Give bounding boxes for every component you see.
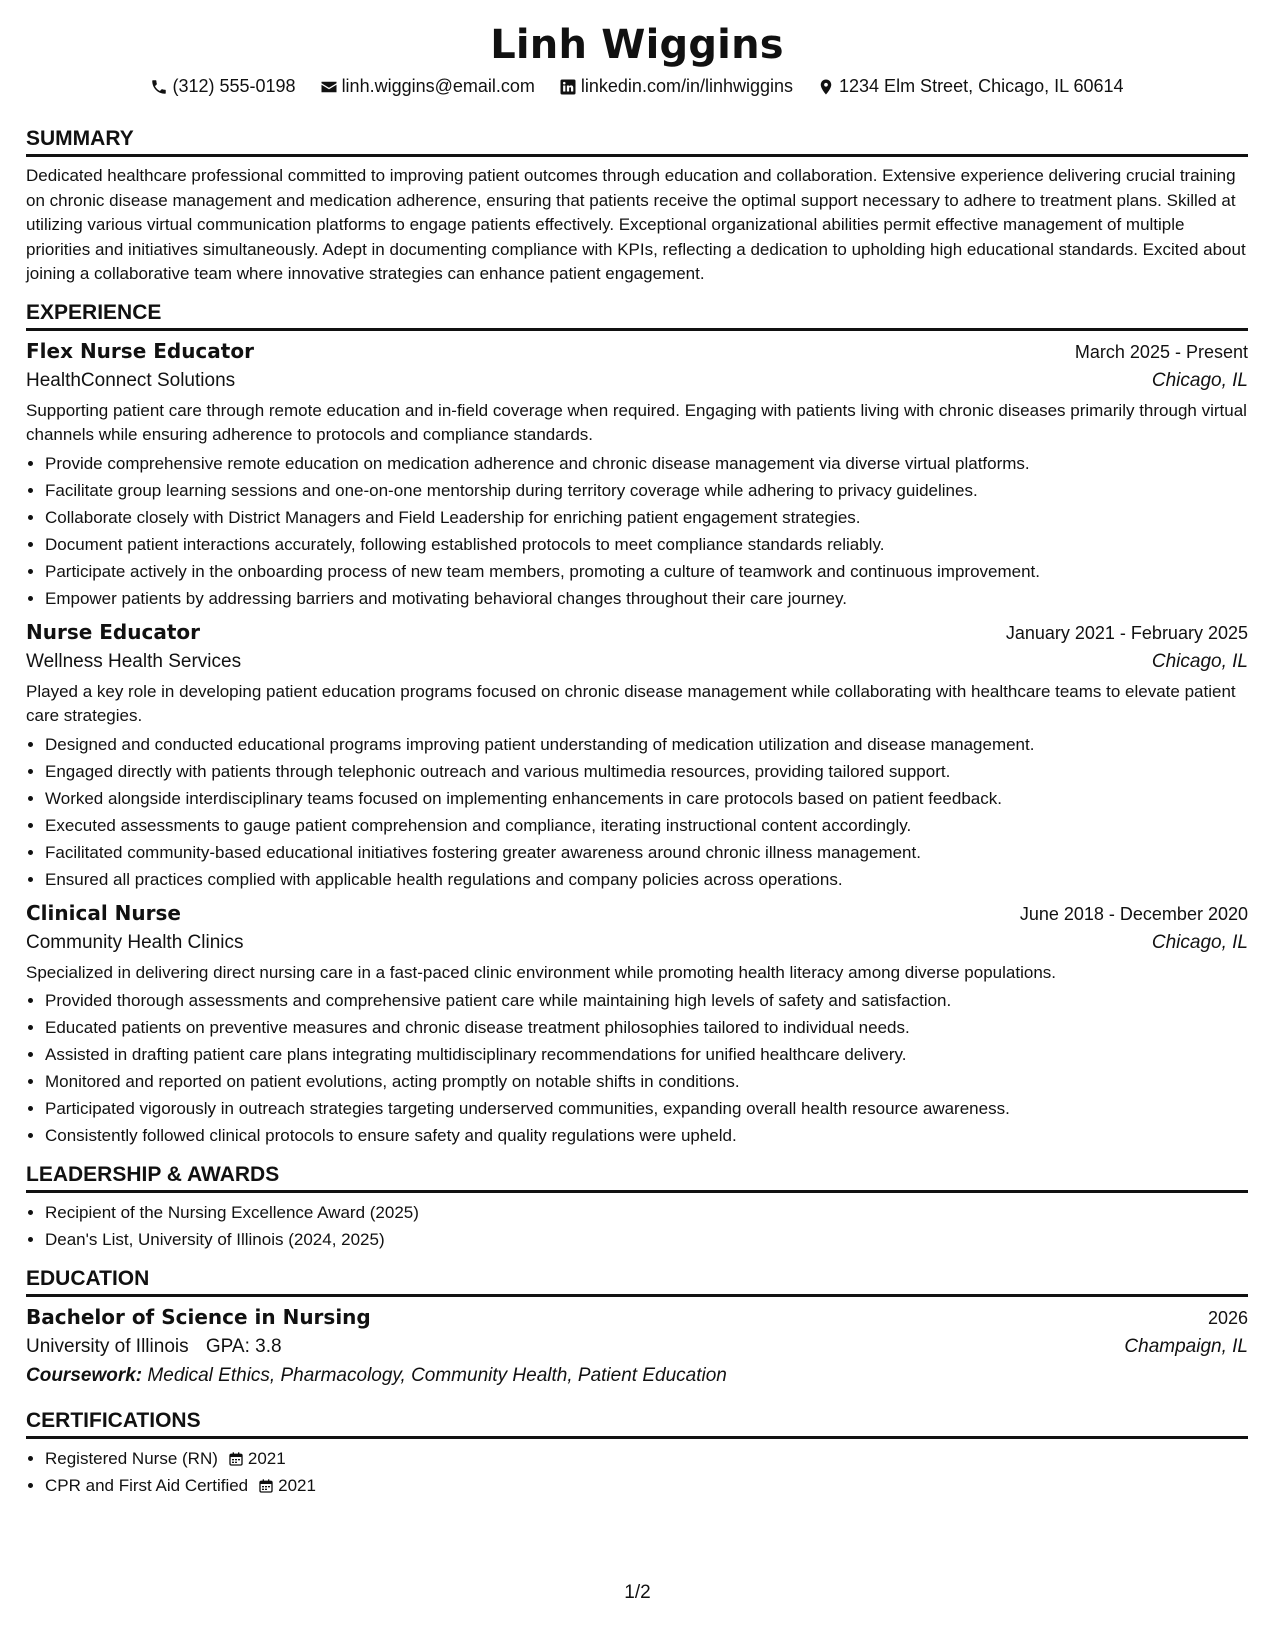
- list-item: • Ensured all practices complied with applicable health regulations and company policies across operations.: [45, 866, 1248, 893]
- job-entry-2: [26, 620, 1248, 893]
- contact-bar: [26, 76, 1248, 97]
- list-item: • Consistently followed clinical protocols to ensure safety and quality regulations were upheld.: [45, 1122, 1248, 1149]
- leadership-list: [26, 1199, 1248, 1253]
- job-description: Supporting patient care through remote education and in-field coverage when required. Engaging with patients living with chronic diseases primarily through virtual channels while ensuring adherence to protocols and compliance standards.: [26, 400, 1247, 444]
- linkedin-icon: [559, 78, 577, 96]
- contact-address: [817, 76, 1124, 97]
- section-title-education: EDUCATION: [26, 1267, 1248, 1297]
- coursework-list: Medical Ethics, Pharmacology, Community Health, Patient Education: [147, 1365, 727, 1386]
- certification-name: • CPR and First Aid Certified: [45, 1476, 249, 1495]
- list-item: • Designed and conducted educational programs improving patient understanding of medication utilization and disease management.: [45, 731, 1248, 758]
- candidate-name: Linh Wiggins: [490, 22, 784, 68]
- job-company: HealthConnect Solutions: [26, 369, 236, 391]
- job-bullets: [26, 731, 1248, 893]
- list-item: • Executed assessments to gauge patient comprehension and compliance, iterating instructional content accordingly.: [45, 812, 1248, 839]
- list-item: • Empower patients by addressing barriers and motivating behavioral changes throughout their care journey.: [45, 585, 1248, 612]
- contact-email[interactable]: [320, 76, 535, 97]
- job-location: Chicago, IL: [1151, 369, 1248, 391]
- list-item: [45, 1472, 1248, 1499]
- coursework-label: Coursework:: [26, 1365, 143, 1386]
- resume-page: [26, 0, 1248, 1499]
- school-name: University of Illinois: [26, 1336, 189, 1357]
- job-entry-3: [26, 901, 1248, 1150]
- list-item: • Educated patients on preventive measures and chronic disease treatment philosophies tailored to individual needs.: [45, 1014, 1248, 1041]
- list-item: • Provide comprehensive remote education on medication adherence and chronic disease management via diverse virtual platforms.: [45, 450, 1248, 477]
- phone-text: (312) 555-0198: [172, 76, 296, 96]
- calendar-icon: [228, 1451, 244, 1467]
- job-title: Clinical Nurse: [26, 900, 181, 925]
- job-company: Community Health Clinics: [26, 931, 244, 953]
- job-bullets: [26, 987, 1248, 1149]
- list-item: • Participate actively in the onboarding process of new team members, promoting a culture of teamwork and continuous improvement.: [45, 558, 1248, 585]
- list-item: • Collaborate closely with District Managers and Field Leadership for enriching patient engagement strategies.: [45, 504, 1248, 531]
- list-item: • Engaged directly with patients through telephonic outreach and various multimedia resources, providing tailored support.: [45, 758, 1248, 785]
- list-item: • Facilitated community-based educational initiatives fostering greater awareness around chronic illness management.: [45, 839, 1248, 866]
- list-item: • Worked alongside interdisciplinary teams focused on implementing enhancements in care protocols based on patient feedback.: [45, 785, 1248, 812]
- section-title-certifications: CERTIFICATIONS: [26, 1409, 1248, 1439]
- school-location: Champaign, IL: [1124, 1336, 1248, 1357]
- job-description: Played a key role in developing patient education programs focused on chronic disease management while collaborating with healthcare teams to elevate patient care strategies.: [26, 681, 1236, 725]
- job-title: Nurse Educator: [26, 619, 201, 644]
- job-dates: March 2025 - Present: [1074, 341, 1248, 362]
- gpa: GPA: 3.8: [205, 1336, 282, 1357]
- job-dates: June 2018 - December 2020: [1019, 903, 1248, 924]
- contact-phone[interactable]: [150, 76, 295, 97]
- email-text: linh.wiggins@email.com: [341, 76, 535, 96]
- job-location: Chicago, IL: [1151, 931, 1248, 953]
- job-description: Specialized in delivering direct nursing care in a fast-paced clinic environment while promoting health literacy among diverse populations.: [26, 962, 1056, 982]
- list-item: • Monitored and reported on patient evolutions, acting promptly on notable shifts in conditions.: [45, 1068, 1248, 1095]
- section-title-leadership: LEADERSHIP & AWARDS: [26, 1163, 1248, 1193]
- job-entry-1: [26, 339, 1248, 612]
- summary-text: Dedicated healthcare professional committed to improving patient outcomes through education and collaboration. Extensive experience delivering crucial training on chronic disease management and medication adherence, ensuring that patients receive the optimal support necessary to adhere to treatment plans. Skilled at utilizing various virtual communication platforms to engage patients effectively. Exceptional organizational abilities permit effective management of multiple priorities and initiatives simultaneously. Adept in documenting compliance with KPIs, reflecting a dedication to upholding high educational standards. Excited about joining a collaborative team where innovative strategies can enhance patient engagement.: [26, 166, 1246, 283]
- degree-title: Bachelor of Science in Nursing: [26, 1305, 371, 1329]
- section-title-experience: EXPERIENCE: [26, 301, 1248, 331]
- list-item: • Facilitate group learning sessions and one-on-one mentorship during territory coverage while adhering to privacy guidelines.: [45, 477, 1248, 504]
- list-item: • Document patient interactions accurately, following established protocols to meet compliance standards reliably.: [45, 531, 1248, 558]
- page-number: 1/2: [624, 1582, 651, 1603]
- certification-list: [26, 1445, 1248, 1499]
- section-title-summary: SUMMARY: [26, 127, 1248, 157]
- list-item: • Assisted in drafting patient care plans integrating multidisciplinary recommendations for unified healthcare delivery.: [45, 1041, 1248, 1068]
- email-icon: [320, 78, 338, 96]
- certification-year: 2021: [278, 1476, 316, 1495]
- graduation-year: 2026: [1207, 1308, 1248, 1328]
- phone-icon: [150, 78, 168, 96]
- job-dates: January 2021 - February 2025: [1005, 622, 1248, 643]
- job-location: Chicago, IL: [1151, 650, 1248, 672]
- job-bullets: [26, 450, 1248, 612]
- job-title: Flex Nurse Educator: [26, 338, 254, 363]
- job-company: Wellness Health Services: [26, 650, 242, 672]
- contact-linkedin[interactable]: [559, 76, 793, 97]
- address-text: 1234 Elm Street, Chicago, IL 60614: [839, 76, 1124, 96]
- list-item: • Recipient of the Nursing Excellence Award (2025): [45, 1199, 1248, 1226]
- certification-name: • Registered Nurse (RN): [45, 1449, 218, 1468]
- certification-year: 2021: [247, 1449, 286, 1468]
- list-item: • Participated vigorously in outreach strategies targeting underserved communities, expanding overall health resource awareness.: [45, 1095, 1248, 1122]
- list-item: [45, 1445, 1248, 1472]
- list-item: • Dean's List, University of Illinois (2024, 2025): [45, 1226, 1248, 1253]
- calendar-icon: [258, 1478, 274, 1494]
- list-item: • Provided thorough assessments and comprehensive patient care while maintaining high levels of safety and satisfaction.: [45, 987, 1248, 1014]
- linkedin-text: linkedin.com/in/linhwiggins: [580, 76, 794, 96]
- location-pin-icon: [817, 78, 835, 96]
